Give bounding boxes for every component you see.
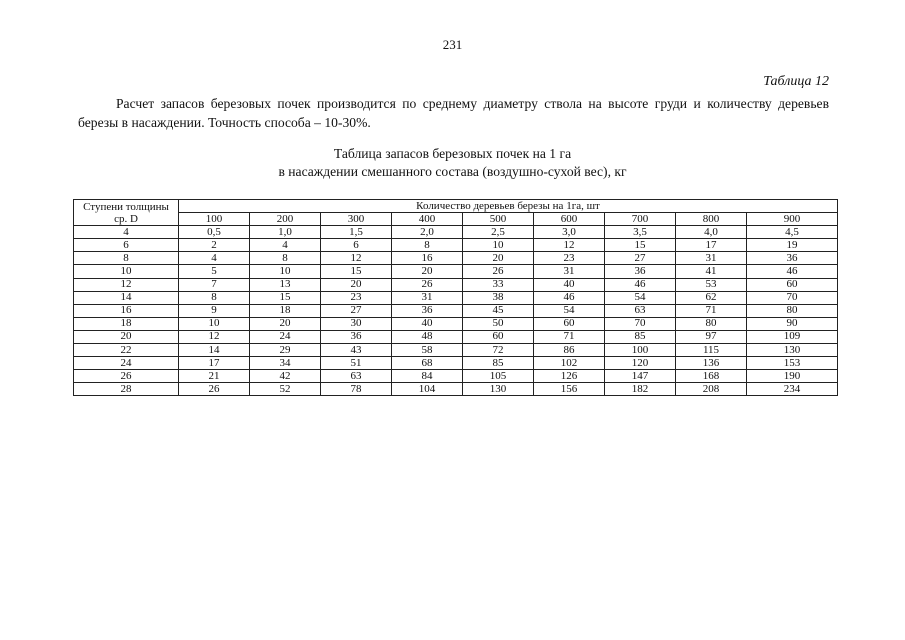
table-cell: 29 — [250, 344, 321, 357]
table-cell: 136 — [676, 357, 747, 370]
table-cell: 4,0 — [676, 226, 747, 239]
table-cell: 8 — [250, 252, 321, 265]
table-cell: 36 — [392, 304, 463, 317]
column-header: 300 — [321, 213, 392, 226]
table-cell: 100 — [605, 344, 676, 357]
table-cell: 43 — [321, 344, 392, 357]
table-cell: 15 — [605, 239, 676, 252]
table-cell: 1,0 — [250, 226, 321, 239]
table-cell: 105 — [463, 370, 534, 383]
table-cell: 4 — [179, 252, 250, 265]
table-row — [74, 330, 838, 343]
column-header: 900 — [747, 213, 838, 226]
table-cell: 18 — [250, 304, 321, 317]
table-cell: 17 — [676, 239, 747, 252]
birch-bud-stock-table — [73, 199, 838, 396]
table-cell: 46 — [534, 291, 605, 304]
table-cell: 0,5 — [179, 226, 250, 239]
table-row — [74, 370, 838, 383]
table-cell: 72 — [463, 344, 534, 357]
column-header-row — [74, 213, 838, 226]
table-cell: 84 — [392, 370, 463, 383]
table-cell: 63 — [605, 304, 676, 317]
table-cell: 63 — [321, 370, 392, 383]
table-row — [74, 357, 838, 370]
table-cell: 36 — [605, 265, 676, 278]
table-cell: 208 — [676, 383, 747, 396]
row-diameter: 6 — [74, 239, 179, 252]
table-cell: 54 — [605, 291, 676, 304]
table-cell: 60 — [534, 317, 605, 330]
table-cell: 42 — [250, 370, 321, 383]
table-cell: 15 — [250, 291, 321, 304]
table-cell: 20 — [392, 265, 463, 278]
row-diameter: 8 — [74, 252, 179, 265]
table-cell: 46 — [747, 265, 838, 278]
table-cell: 46 — [605, 278, 676, 291]
table-cell: 23 — [321, 291, 392, 304]
table-cell: 21 — [179, 370, 250, 383]
table-cell: 27 — [605, 252, 676, 265]
table-cell: 147 — [605, 370, 676, 383]
table-cell: 130 — [747, 344, 838, 357]
table-row — [74, 317, 838, 330]
table-row — [74, 344, 838, 357]
table-cell: 15 — [321, 265, 392, 278]
table-row — [74, 265, 838, 278]
table-cell: 2,5 — [463, 226, 534, 239]
row-diameter: 22 — [74, 344, 179, 357]
table-cell: 20 — [321, 278, 392, 291]
page-number: 231 — [442, 37, 463, 52]
table-cell: 115 — [676, 344, 747, 357]
table-cell: 97 — [676, 330, 747, 343]
table-cell: 54 — [534, 304, 605, 317]
table-cell: 31 — [676, 252, 747, 265]
column-header: 500 — [463, 213, 534, 226]
table-cell: 3,0 — [534, 226, 605, 239]
table-cell: 10 — [463, 239, 534, 252]
stub-header-line-1: Ступени толщины — [83, 200, 169, 213]
column-header: 400 — [392, 213, 463, 226]
group-header: Количество деревьев березы на 1га, шт — [179, 200, 838, 213]
table-title — [0, 145, 905, 181]
table-cell: 30 — [321, 317, 392, 330]
table-cell: 40 — [392, 317, 463, 330]
table-cell: 3,5 — [605, 226, 676, 239]
table-cell: 60 — [463, 330, 534, 343]
table-cell: 126 — [534, 370, 605, 383]
table-cell: 31 — [392, 291, 463, 304]
table-cell: 2,0 — [392, 226, 463, 239]
table-cell: 33 — [463, 278, 534, 291]
table-cell: 51 — [321, 357, 392, 370]
row-diameter: 16 — [74, 304, 179, 317]
row-diameter: 14 — [74, 291, 179, 304]
table-cell: 104 — [392, 383, 463, 396]
table-cell: 1,5 — [321, 226, 392, 239]
table-cell: 182 — [605, 383, 676, 396]
table-cell: 24 — [250, 330, 321, 343]
table-cell: 85 — [463, 357, 534, 370]
table-cell: 13 — [250, 278, 321, 291]
table-cell: 90 — [747, 317, 838, 330]
table-cell: 168 — [676, 370, 747, 383]
table-cell: 9 — [179, 304, 250, 317]
table-cell: 86 — [534, 344, 605, 357]
table-row — [74, 239, 838, 252]
table-cell: 12 — [179, 330, 250, 343]
table-cell: 234 — [747, 383, 838, 396]
table-cell: 20 — [250, 317, 321, 330]
table-label: Таблица 12 — [763, 74, 829, 89]
table-cell: 6 — [321, 239, 392, 252]
column-header: 800 — [676, 213, 747, 226]
table-cell: 26 — [392, 278, 463, 291]
table-cell: 50 — [463, 317, 534, 330]
table-cell: 60 — [747, 278, 838, 291]
table-cell: 58 — [392, 344, 463, 357]
table-cell: 156 — [534, 383, 605, 396]
table-cell: 12 — [321, 252, 392, 265]
table-cell: 14 — [179, 344, 250, 357]
table-cell: 80 — [747, 304, 838, 317]
table-cell: 8 — [392, 239, 463, 252]
table-cell: 31 — [534, 265, 605, 278]
intro-paragraph: Расчет запасов березовых почек производится по среднему диаметру ствола на высоте груди и количеству деревьев березы в насаждении. Точность способа – 10-30%. — [78, 96, 829, 130]
table-row — [74, 278, 838, 291]
table-cell: 19 — [747, 239, 838, 252]
table-cell: 52 — [250, 383, 321, 396]
table-cell: 41 — [676, 265, 747, 278]
table-cell: 85 — [605, 330, 676, 343]
table-row — [74, 252, 838, 265]
table-row — [74, 291, 838, 304]
row-diameter: 12 — [74, 278, 179, 291]
table-cell: 12 — [534, 239, 605, 252]
table-cell: 20 — [463, 252, 534, 265]
row-diameter: 10 — [74, 265, 179, 278]
table-cell: 48 — [392, 330, 463, 343]
table-row — [74, 304, 838, 317]
column-header: 600 — [534, 213, 605, 226]
table-cell: 17 — [179, 357, 250, 370]
table-row — [74, 383, 838, 396]
table-cell: 120 — [605, 357, 676, 370]
table-cell: 68 — [392, 357, 463, 370]
table-header-row — [74, 200, 838, 213]
stub-header-line-2: ср. D — [114, 212, 138, 225]
table-cell: 26 — [179, 383, 250, 396]
table-cell: 8 — [179, 291, 250, 304]
row-diameter: 18 — [74, 317, 179, 330]
stub-header — [74, 200, 179, 226]
table-cell: 23 — [534, 252, 605, 265]
table-cell: 10 — [250, 265, 321, 278]
table-cell: 130 — [463, 383, 534, 396]
table-cell: 80 — [676, 317, 747, 330]
table-cell: 38 — [463, 291, 534, 304]
table-cell: 7 — [179, 278, 250, 291]
table-cell: 34 — [250, 357, 321, 370]
table-cell: 78 — [321, 383, 392, 396]
table-cell: 4,5 — [747, 226, 838, 239]
row-diameter: 20 — [74, 330, 179, 343]
table-cell: 190 — [747, 370, 838, 383]
row-diameter: 28 — [74, 383, 179, 396]
table-cell: 62 — [676, 291, 747, 304]
table-cell: 153 — [747, 357, 838, 370]
table-cell: 71 — [676, 304, 747, 317]
table-cell: 45 — [463, 304, 534, 317]
table-title-line-1: Таблица запасов березовых почек на 1 га — [333, 146, 572, 161]
table-cell: 2 — [179, 239, 250, 252]
table-cell: 53 — [676, 278, 747, 291]
table-title-line-2: в насаждении смешанного состава (воздушно-сухой вес), кг — [278, 164, 627, 179]
table-cell: 36 — [321, 330, 392, 343]
table-cell: 27 — [321, 304, 392, 317]
table-cell: 70 — [747, 291, 838, 304]
table-cell: 16 — [392, 252, 463, 265]
table-cell: 26 — [463, 265, 534, 278]
column-header: 700 — [605, 213, 676, 226]
row-diameter: 26 — [74, 370, 179, 383]
table-cell: 40 — [534, 278, 605, 291]
column-header: 200 — [250, 213, 321, 226]
table-body — [74, 226, 838, 396]
table-row — [74, 226, 838, 239]
table-cell: 36 — [747, 252, 838, 265]
table-cell: 71 — [534, 330, 605, 343]
table-cell: 102 — [534, 357, 605, 370]
table-cell: 109 — [747, 330, 838, 343]
table-cell: 5 — [179, 265, 250, 278]
column-header: 100 — [179, 213, 250, 226]
row-diameter: 24 — [74, 357, 179, 370]
table-cell: 10 — [179, 317, 250, 330]
table-cell: 70 — [605, 317, 676, 330]
table-cell: 4 — [250, 239, 321, 252]
row-diameter: 4 — [74, 226, 179, 239]
